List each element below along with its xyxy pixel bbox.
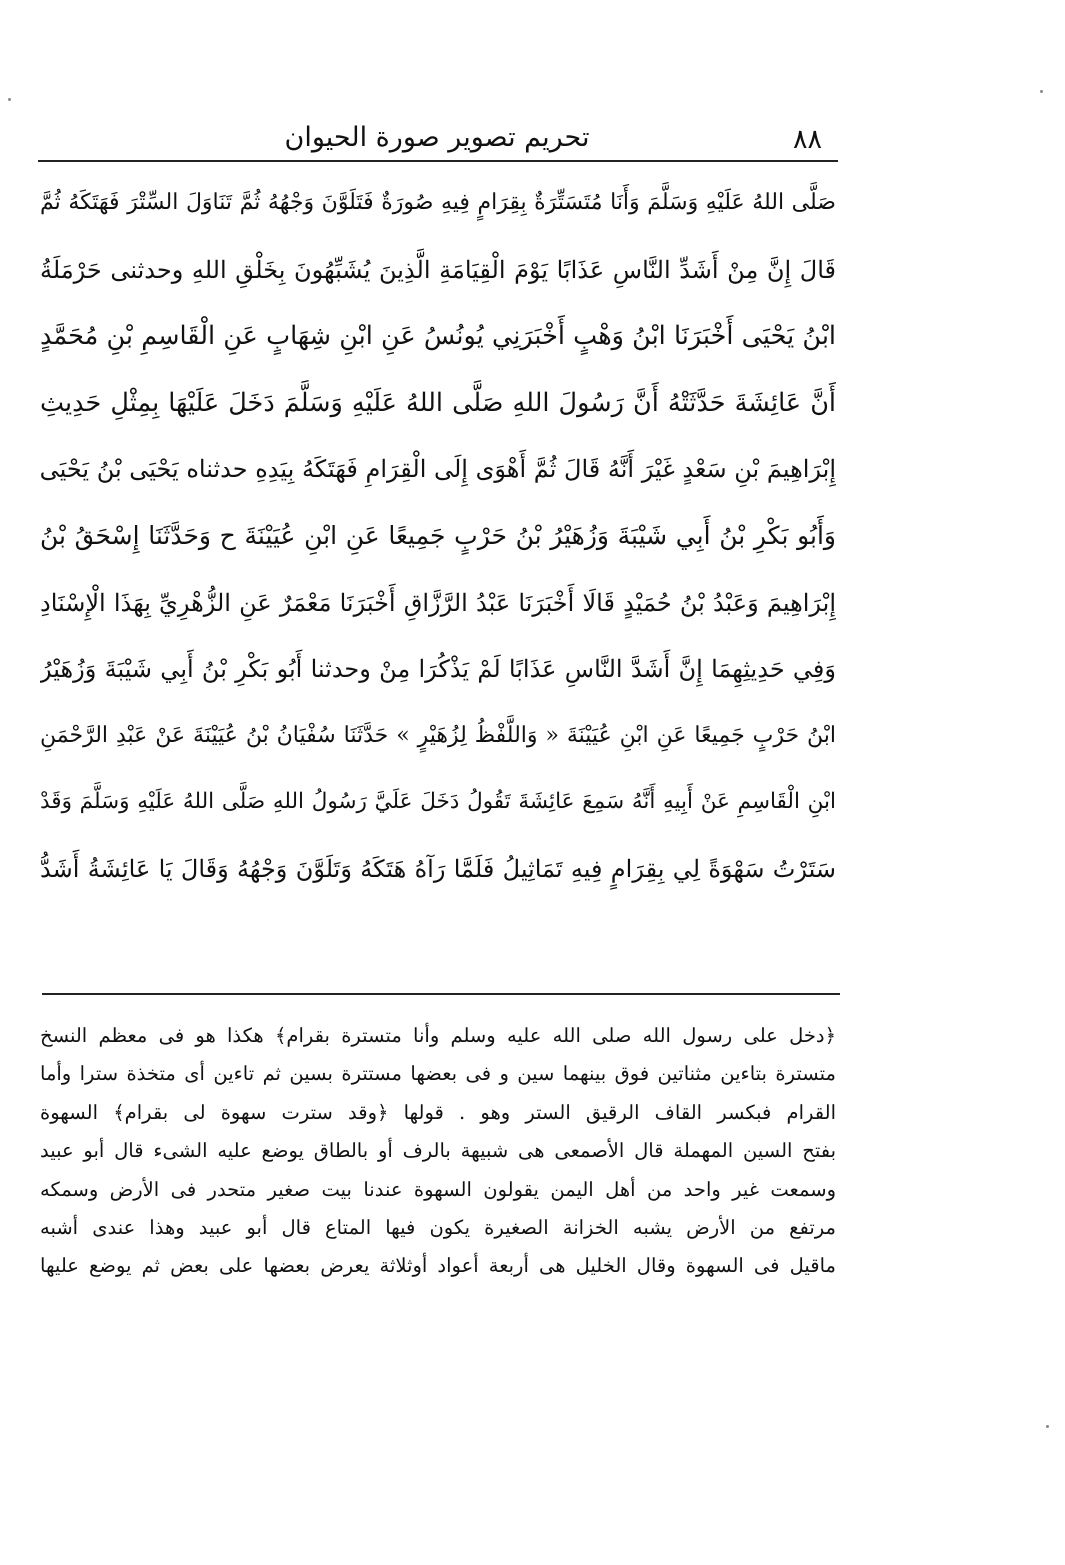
footnote-commentary bbox=[40, 1017, 836, 1286]
footnote-separator bbox=[42, 993, 840, 995]
text-line: سَتَرْتُ سَهْوَةً لِي بِقِرَامٍ فِيهِ تَمَاثِيلُ فَلَمَّا رَآهُ هَتَكَهُ وَتَلَوَّنَ وَجْهُهُ وَقَالَ يَا عَائِشَةُ أَشَدُّ bbox=[40, 854, 836, 883]
text-line: وَأَبُو بَكْرِ بْنُ أَبِي شَيْبَةَ وَزُهَيْرُ بْنُ حَرْبٍ جَمِيعًا عَنِ ابْنِ عُيَيْنَةَ ح وَحَدَّثَنَا إِسْحَقُ بْنُ bbox=[40, 520, 836, 550]
text-line: قَالَ إِنَّ مِنْ أَشَدِّ النَّاسِ عَذَابًا يَوْمَ الْقِيَامَةِ الَّذِينَ يُشَبِّهُونَ بِخَلْقِ اللهِ وحدثنى حَرْمَلَةُ bbox=[40, 255, 836, 284]
page-header bbox=[38, 118, 836, 162]
running-title: تحريم تصوير صورة الحيوان bbox=[284, 122, 590, 153]
text-line: ابْنُ يَحْيَى أَخْبَرَنَا ابْنُ وَهْبٍ أَخْبَرَنِي يُونُسُ عَنِ ابْنِ شِهَابٍ عَنِ الْقَاسِمِ بْنِ مُحَمَّدٍ bbox=[40, 321, 836, 352]
text-line: إِبْرَاهِيمَ وَعَبْدُ بْنُ حُمَيْدٍ قَالَا أَخْبَرَنَا عَبْدُ الرَّزَّاقِ أَخْبَرَنَا مَعْمَرٌ عَنِ الزُّهْرِيِّ بِهَذَا الْإِسْنَادِ bbox=[40, 588, 836, 617]
page-number: ٨٨ bbox=[792, 124, 822, 155]
scan-speck bbox=[8, 98, 11, 101]
footnote-line: ﴿دخل على رسول الله صلى الله عليه وسلم وأنا متسترة بقرام﴾ هكذا هو فى معظم النسخ bbox=[40, 1024, 836, 1047]
text-line: وَفِي حَدِيثِهِمَا إِنَّ أَشَدَّ النَّاسِ عَذَابًا لَمْ يَذْكُرَا مِنْ وحدثنا أَبُو بَكْرِ بْنُ أَبِي شَيْبَةَ وَزُهَيْرُ bbox=[40, 655, 836, 684]
text-line: أَنَّ عَائِشَةَ حَدَّثَتْهُ أَنَّ رَسُولَ اللهِ صَلَّى اللهُ عَلَيْهِ وَسَلَّمَ دَخَلَ عَلَيْهَا بِمِثْلِ حَدِيثِ bbox=[40, 387, 836, 418]
footnote-line: مرتفع من الأرض يشبه الخزانة الصغيرة يكون فيها المتاع قال أبو عبيد وهذا عندى أشبه bbox=[40, 1215, 836, 1239]
text-line: إِبْرَاهِيمَ بْنِ سَعْدٍ غَيْرَ أَنَّهُ قَالَ ثُمَّ أَهْوَى إِلَى الْقِرَامِ فَهَتَكَهُ بِيَدِهِ حدثناه يَحْيَى بْنُ يَحْيَى bbox=[40, 455, 836, 484]
footnote-line: متسترة بتاءين مثناتين فوق بينهما سين و فى بعضها مستترة بسين ثم تاءين أى متخذة سترا وأما bbox=[40, 1062, 836, 1086]
scan-speck bbox=[1046, 1425, 1049, 1428]
footnote-line: بفتح السين المهملة قال الأصمعى هى شبيهة بالرف أو بالطاق يوضع عليه الشىء قال أبو عبيد bbox=[40, 1139, 836, 1163]
footnote-line: القرام فبكسر القاف الرقيق الستر وهو . قولها ﴿وقد سترت سهوة لى بقرام﴾ السهوة bbox=[40, 1100, 836, 1124]
hadith-text bbox=[40, 170, 836, 903]
footnote-line: وسمعت غير واحد من أهل اليمن يقولون السهوة عندنا بيت صغير متحدر فى الأرض وسمكه bbox=[40, 1177, 836, 1201]
text-line: صَلَّى اللهُ عَلَيْهِ وَسَلَّمَ وَأَنَا مُتَسَتِّرَةٌ بِقِرَامٍ فِيهِ صُورَةٌ فَتَلَوَّنَ وَجْهُهُ ثُمَّ تَنَاوَلَ السِّتْرَ فَهَتَكَهُ ثُمَّ bbox=[40, 190, 836, 215]
scan-speck bbox=[1040, 90, 1043, 93]
footnote-line: ماقيل فى السهوة وقال الخليل هى أربعة أعواد أوثلاثة يعرض بعضها على بعض ثم يوضع عليها bbox=[40, 1254, 836, 1278]
text-line: ابْنُ حَرْبٍ جَمِيعًا عَنِ ابْنِ عُيَيْنَةَ « وَاللَّفْظُ لِزُهَيْرٍ » حَدَّثَنَا سُفْيَانُ بْنُ عُيَيْنَةَ عَنْ عَبْدِ الرَّحْمَنِ bbox=[40, 722, 836, 748]
text-line: ابْنِ الْقَاسِمِ عَنْ أَبِيهِ أَنَّهُ سَمِعَ عَائِشَةَ تَقُولُ دَخَلَ عَلَيَّ رَسُولُ اللهِ صَلَّى اللهُ عَلَيْهِ وَسَلَّمَ وَقَدْ bbox=[40, 789, 836, 815]
header-rule bbox=[38, 160, 838, 162]
